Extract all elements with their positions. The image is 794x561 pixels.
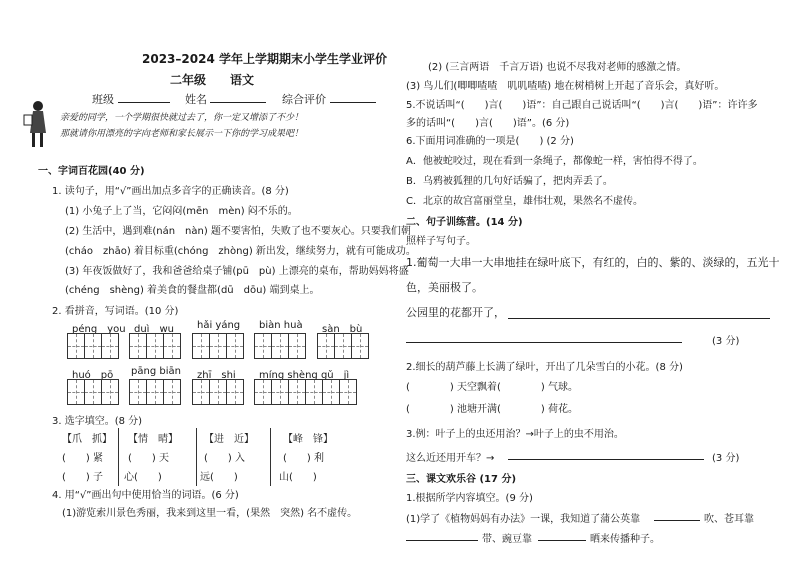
class-field[interactable] (118, 102, 170, 103)
writing-grid-1-2[interactable] (129, 333, 181, 359)
q2-prompt: 2. 看拼音，写词语。(10 分) (52, 306, 179, 317)
sentence-3-answer-line[interactable] (508, 459, 704, 460)
writing-grid-2-3[interactable] (192, 379, 244, 405)
writing-grid-2-2[interactable] (129, 379, 181, 405)
q3-header-2: 【情 晴】 (128, 434, 178, 445)
q3-divider-3 (270, 428, 271, 486)
text-fill-blank-1[interactable] (654, 520, 700, 521)
q3-blank-1-1[interactable]: ( ) 紧 (62, 453, 103, 464)
sentence-2-blank-row-2[interactable]: ( ) 池塘开满( ) 荷花。 (406, 404, 578, 415)
sentence-1-answer-line-1[interactable] (508, 318, 770, 319)
q1-item-2a: (2) 生活中，遇到难(nán nàn) 题不要害怕，失败了也不要灰心。只要我们朝 (65, 226, 411, 237)
pinyin-2-2: pāng biān (131, 366, 181, 377)
q4-item-3: (3) 鸟儿们(唧唧喳喳 叽叽喳喳) 地在树梢树上开起了音乐会，真好听。 (406, 81, 725, 92)
class-label: 班级 (92, 93, 114, 106)
sentence-3-example: 3.例：叶子上的虫还用治？→叶子上的虫不用治。 (406, 429, 624, 440)
q3-blank-2-2[interactable]: 心( ) (124, 472, 162, 483)
sentence-2-prompt: 2.细长的葫芦藤上长满了绿叶，开出了几朵雪白的小花。(8 分) (406, 362, 683, 373)
writing-grid-1-4[interactable] (254, 333, 306, 359)
pinyin-2-4: míng shèng gǔ jì (259, 370, 350, 381)
q3-prompt: 3. 选字填空。(8 分) (52, 416, 143, 427)
writing-grid-1-5[interactable] (317, 333, 369, 359)
sentence-3-prompt: 这么近还用开车？→ (406, 453, 495, 464)
q3-header-3: 【进 近】 (204, 434, 254, 445)
q3-divider-1 (118, 428, 119, 486)
q3-header-1: 【爪 抓】 (62, 434, 112, 445)
page-subtitle: 二年级 语文 (170, 73, 255, 87)
section-1-heading: 一、字词百花园(40 分) (38, 166, 145, 177)
q3-blank-2-1[interactable]: ( ) 子 (62, 472, 103, 483)
q6-prompt: 6.下面用词准确的一项是( ) (2 分) (406, 136, 574, 147)
sentence-1-answer-line-2[interactable] (406, 342, 682, 343)
writing-grid-2-1[interactable] (67, 379, 119, 405)
text-fill-line-2b: 晒来传播种子。 (590, 534, 660, 545)
q3-header-4: 【峰 锋】 (283, 434, 333, 445)
pinyin-1-4: biàn huà (259, 320, 303, 331)
writing-grid-1-3[interactable] (192, 333, 244, 359)
q3-blank-1-2[interactable]: ( ) 天 (128, 453, 169, 464)
q4-prompt: 4. 用“√”画出句中使用恰当的词语。(6 分) (52, 490, 239, 501)
page-title: 2023–2024 学年上学期期末小学生学业评价 (142, 52, 387, 66)
q1-item-1: (1) 小兔子上了当，它闷闷(mēn mèn) 闷不乐的。 (65, 206, 298, 217)
q5-line-1: 5.不说话叫“( )言( )语”：自己跟自己说话叫“( )言( )语”：许许多 (406, 100, 758, 111)
sentence-instructions: 照样子写句子。 (406, 236, 476, 247)
intro-line-2: 那就请你用漂亮的字向老师和家长展示一下你的学习成果吧！ (60, 129, 304, 139)
pinyin-2-1: huó pō (72, 370, 114, 381)
pinyin-1-2: duì wu (134, 324, 174, 335)
q1-prompt: 1. 读句子，用“√”画出加点多音字的正确读音。(8 分) (52, 186, 289, 197)
text-fill-blank-2[interactable] (406, 540, 478, 541)
section-3-heading: 三、课文欢乐谷 (17 分) (406, 474, 517, 485)
sentence-1-example-b: 色，美丽极了。 (406, 281, 483, 294)
q6-option-c[interactable]: C．北京的故宫富丽堂皇，雄伟壮观，果然名不虚传。 (406, 196, 643, 207)
q5-line-2: 多的话叫“( )言( )语”。(6 分) (406, 118, 570, 129)
sentence-2-blank-row-1[interactable]: ( ) 天空飘着( ) 气球。 (406, 382, 578, 393)
q3-blank-2-3[interactable]: 远( ) (200, 472, 238, 483)
sentence-3-score: (3 分) (712, 453, 740, 464)
teacher-illustration (22, 99, 52, 151)
q3-divider-2 (196, 428, 197, 486)
sentence-1-example-a: 1.葡萄一大串一大串地挂在绿叶底下，有红的，白的、紫的、淡绿的，五光十 (406, 256, 780, 269)
pinyin-2-3: zhī shi (197, 370, 236, 381)
q1-item-2b: (cháo zhāo) 着目标重(chóng zhòng) 新出发，继续努力，就有可能成功。 (65, 246, 416, 257)
text-fill-line-1b: 吹、苍耳靠 (704, 514, 754, 525)
q4-item-2: (2) (三言两语 千言万语) 也说不尽我对老师的感激之情。 (428, 62, 687, 73)
eval-field[interactable] (330, 102, 376, 103)
text-fill-line-1a: (1)学了《植物妈妈有办法》一课，我知道了蒲公英靠 (406, 514, 641, 525)
q1-item-3b: (chéng shèng) 着美食的餐盘都(dū dōu) 端到桌上。 (65, 285, 320, 296)
q4-item-1: (1)游览索川景色秀丽，我来到这里一看，(果然 突然) 名不虚传。 (62, 508, 358, 519)
writing-grid-1-1[interactable] (67, 333, 119, 359)
q6-option-a[interactable]: A．他被蛇咬过，现在看到一条绳子，都像蛇一样，害怕得不得了。 (406, 156, 703, 167)
q6-option-b[interactable]: B．乌鸦被狐狸的几句好话骗了，把肉弄丢了。 (406, 176, 613, 187)
pinyin-1-3: hǎi yáng (197, 320, 241, 331)
text-fill-line-2a: 带、豌豆靠 (482, 534, 532, 545)
section-2-heading: 二、句子训练营。(14 分) (406, 217, 523, 228)
pinyin-1-5: sàn bù (322, 324, 363, 335)
sentence-1-score: (3 分) (712, 336, 740, 347)
pinyin-1-1: péng you (72, 324, 126, 335)
q3-blank-2-4[interactable]: 山( ) (279, 472, 317, 483)
q3-blank-1-3[interactable]: ( ) 入 (204, 453, 245, 464)
text-fill-blank-3[interactable] (538, 540, 586, 541)
text-fill-prompt: 1.根据所学内容填空。(9 分) (406, 493, 533, 504)
q1-item-3a: (3) 年夜饭做好了，我和爸爸给桌子铺(pū pù) 上漂亮的桌布，帮助妈妈将盛 (65, 266, 409, 277)
sentence-1-prompt: 公园里的花都开了， (406, 306, 505, 319)
intro-line-1: 亲爱的同学，一个学期很快就过去了，你一定又增添了不少！ (60, 113, 304, 123)
name-field[interactable] (210, 102, 266, 103)
name-label: 姓名 (185, 93, 207, 106)
eval-label: 综合评价 (282, 93, 326, 106)
writing-grid-2-4[interactable] (254, 379, 357, 405)
q3-blank-1-4[interactable]: ( ) 利 (283, 453, 324, 464)
